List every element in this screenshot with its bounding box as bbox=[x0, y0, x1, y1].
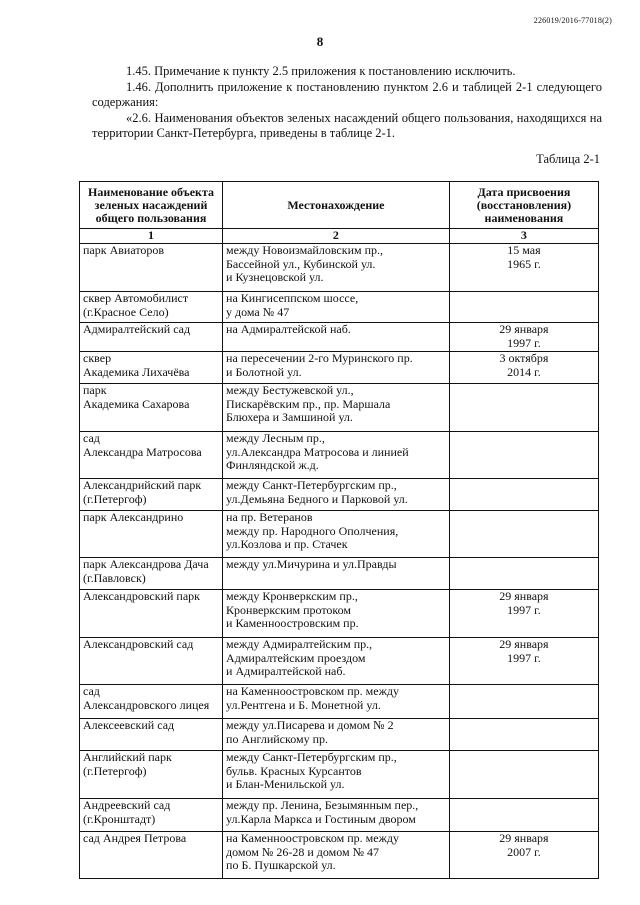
date-cell bbox=[449, 799, 598, 832]
object-name-cell bbox=[80, 751, 223, 799]
location-cell bbox=[223, 751, 450, 799]
cell-text-line: 29 января bbox=[499, 831, 549, 845]
cell-text-line: (г.Красное Село) bbox=[83, 304, 169, 319]
cell-text-line: между Санкт-Петербургским пр., bbox=[226, 478, 397, 492]
cell-text-line: 15 мая bbox=[507, 243, 541, 257]
green-spaces-table bbox=[79, 181, 599, 879]
cell-text-line: сад Андрея Петрова bbox=[83, 831, 187, 845]
table-row bbox=[80, 832, 599, 879]
location-cell bbox=[223, 352, 450, 384]
header-date: Дата присвоения (восстановления) наименования bbox=[449, 182, 598, 229]
table-row bbox=[80, 590, 599, 638]
table-row bbox=[80, 479, 599, 511]
cell-text-line: и Кузнецовской ул. bbox=[226, 270, 324, 284]
cell-text-line: Академика Лихачёва bbox=[83, 364, 190, 379]
table-row bbox=[80, 719, 599, 751]
date-cell bbox=[449, 558, 598, 590]
cell-text-line: сад bbox=[83, 684, 100, 698]
location-cell bbox=[223, 292, 450, 323]
cell-text-line: 29 января bbox=[499, 322, 549, 336]
cell-text-line: (г.Кронштадт) bbox=[83, 811, 156, 826]
cell-text-line: домом № 26-28 и домом № 47 bbox=[226, 844, 380, 859]
location-cell bbox=[223, 799, 450, 832]
cell-text-line: Андреевский сад bbox=[83, 798, 171, 812]
cell-text-line: на Адмиралтейской наб. bbox=[226, 322, 351, 336]
header-location: Местонахождение bbox=[223, 182, 450, 229]
column-number: 2 bbox=[223, 229, 450, 244]
cell-text-line: по Б. Пушкарской ул. bbox=[226, 858, 336, 872]
cell-text-line: Кронверкским протоком bbox=[226, 602, 352, 617]
date-cell bbox=[449, 719, 598, 751]
date-cell bbox=[449, 292, 598, 323]
location-cell bbox=[223, 558, 450, 590]
cell-text-line: ул.Александра Матросова и линией bbox=[226, 444, 409, 459]
cell-text-line: парк Александрино bbox=[83, 510, 184, 524]
column-number-row bbox=[80, 229, 599, 244]
document-id: 226019/2016-77018(2) bbox=[533, 16, 612, 25]
cell-text-line: 1965 г. bbox=[507, 256, 541, 271]
date-cell bbox=[449, 590, 598, 638]
table-row bbox=[80, 292, 599, 323]
location-cell bbox=[223, 244, 450, 292]
table-row bbox=[80, 685, 599, 719]
object-name-cell bbox=[80, 244, 223, 292]
cell-text-line: между пр. Народного Ополчения, bbox=[226, 523, 399, 538]
cell-text-line: 1997 г. bbox=[507, 602, 541, 617]
cell-text-line: 2007 г. bbox=[507, 844, 541, 859]
location-cell bbox=[223, 832, 450, 879]
header-name: Наименование объекта зеленых насаждений общего пользования bbox=[80, 182, 223, 229]
table-header-row bbox=[80, 182, 599, 229]
object-name-cell bbox=[80, 638, 223, 685]
cell-text-line: 3 октября bbox=[499, 351, 549, 365]
date-cell bbox=[449, 511, 598, 558]
location-cell bbox=[223, 432, 450, 479]
cell-text-line: парк Александрова Дача bbox=[83, 557, 209, 571]
cell-text-line: на пересечении 2-го Муринского пр. bbox=[226, 351, 413, 365]
cell-text-line: (г.Павловск) bbox=[83, 570, 146, 585]
paragraph-1-46: 1.46. Дополнить приложение к постановлению пунктом 2.6 и таблицей 2-1 следующего содержания: bbox=[92, 80, 602, 109]
object-name-cell bbox=[80, 292, 223, 323]
cell-text-line: между ул.Писарева и домом № 2 bbox=[226, 718, 394, 732]
date-cell bbox=[449, 685, 598, 719]
cell-text-line: (г.Петергоф) bbox=[83, 491, 147, 506]
cell-text-line: между Бестужевской ул., bbox=[226, 383, 354, 397]
cell-text-line: 1997 г. bbox=[507, 335, 541, 350]
cell-text-line: парк bbox=[83, 383, 107, 397]
cell-text-line: между Кронверкским пр., bbox=[226, 589, 358, 603]
cell-text-line: по Английскому пр. bbox=[226, 731, 329, 746]
object-name-cell bbox=[80, 511, 223, 558]
cell-text-line: 29 января bbox=[499, 637, 549, 651]
location-cell bbox=[223, 479, 450, 511]
table-row bbox=[80, 511, 599, 558]
cell-text-line: ул.Карла Маркса и Гостиным двором bbox=[226, 811, 416, 826]
date-cell bbox=[449, 432, 598, 479]
cell-text-line: 29 января bbox=[499, 589, 549, 603]
cell-text-line: Александровский парк bbox=[83, 589, 201, 603]
table-row bbox=[80, 432, 599, 479]
cell-text-line: бульв. Красных Курсантов bbox=[226, 763, 362, 778]
table-row bbox=[80, 352, 599, 384]
column-number: 1 bbox=[80, 229, 223, 244]
cell-text-line: на Кингисеппском шоссе, bbox=[226, 291, 359, 305]
location-cell bbox=[223, 323, 450, 352]
location-cell bbox=[223, 590, 450, 638]
location-cell bbox=[223, 685, 450, 719]
object-name-cell bbox=[80, 384, 223, 432]
object-name-cell bbox=[80, 799, 223, 832]
column-number: 3 bbox=[449, 229, 598, 244]
table-row bbox=[80, 799, 599, 832]
cell-text-line: между Лесным пр., bbox=[226, 431, 325, 445]
object-name-cell bbox=[80, 719, 223, 751]
cell-text-line: 1997 г. bbox=[507, 650, 541, 665]
cell-text-line: у дома № 47 bbox=[226, 304, 290, 319]
paragraph-2-6: «2.6. Наименования объектов зеленых насаждений общего пользования, находящихся на территории Санкт-Петербурга, приведены в таблице 2-1. bbox=[92, 111, 602, 140]
cell-text-line: сквер bbox=[83, 351, 112, 365]
cell-text-line: между Адмиралтейским пр., bbox=[226, 637, 373, 651]
location-cell bbox=[223, 719, 450, 751]
cell-text-line: (г.Петергоф) bbox=[83, 763, 147, 778]
table-row bbox=[80, 558, 599, 590]
object-name-cell bbox=[80, 479, 223, 511]
cell-text-line: Александрийский парк bbox=[83, 478, 202, 492]
cell-text-line: ул.Рентгена и Б. Монетной ул. bbox=[226, 697, 381, 712]
cell-text-line: сад bbox=[83, 431, 100, 445]
object-name-cell bbox=[80, 590, 223, 638]
page-number: 8 bbox=[316, 34, 324, 49]
cell-text-line: и Адмиралтейской наб. bbox=[226, 664, 346, 678]
cell-text-line: на пр. Ветеранов bbox=[226, 510, 313, 524]
cell-text-line: и Каменноостровским пр. bbox=[226, 616, 359, 630]
cell-text-line: между пр. Ленина, Безымянным пер., bbox=[226, 798, 419, 812]
cell-text-line: и Болотной ул. bbox=[226, 364, 302, 379]
table-row bbox=[80, 751, 599, 799]
date-cell bbox=[449, 638, 598, 685]
table-row bbox=[80, 638, 599, 685]
date-cell bbox=[449, 244, 598, 292]
cell-text-line: Александровского лицея bbox=[83, 697, 210, 712]
date-cell bbox=[449, 832, 598, 879]
cell-text-line: Алексеевский сад bbox=[83, 718, 175, 732]
date-cell bbox=[449, 479, 598, 511]
object-name-cell bbox=[80, 832, 223, 879]
cell-text-line: ул.Демьяна Бедного и Парковой ул. bbox=[226, 491, 408, 506]
cell-text-line: ул.Козлова и пр. Стачек bbox=[226, 537, 348, 551]
object-name-cell bbox=[80, 432, 223, 479]
date-cell bbox=[449, 751, 598, 799]
cell-text-line: Александра Матросова bbox=[83, 444, 202, 459]
table-row bbox=[80, 323, 599, 352]
cell-text-line: Академика Сахарова bbox=[83, 396, 190, 411]
cell-text-line: и Блан-Менильской ул. bbox=[226, 777, 345, 791]
location-cell bbox=[223, 638, 450, 685]
date-cell bbox=[449, 384, 598, 432]
paragraph-1-45: 1.45. Примечание к пункту 2.5 приложения к постановлению исключить. bbox=[126, 64, 516, 78]
location-cell bbox=[223, 384, 450, 432]
cell-text-line: 2014 г. bbox=[507, 364, 541, 379]
cell-text-line: Пискарёвским пр., пр. Маршала bbox=[226, 396, 391, 411]
cell-text-line: на Каменноостровском пр. между bbox=[226, 684, 399, 698]
location-cell bbox=[223, 511, 450, 558]
cell-text-line: Бассейной ул., Кубинской ул. bbox=[226, 256, 376, 271]
cell-text-line: сквер Автомобилист bbox=[83, 291, 189, 305]
cell-text-line: Финляндской ж.д. bbox=[226, 458, 319, 472]
cell-text-line: между ул.Мичурина и ул.Правды bbox=[226, 557, 397, 571]
cell-text-line: между Новоизмайловским пр., bbox=[226, 243, 384, 257]
cell-text-line: Адмиралтейским проездом bbox=[226, 650, 366, 665]
table-row bbox=[80, 244, 599, 292]
table-body bbox=[80, 244, 599, 879]
table-row bbox=[80, 384, 599, 432]
cell-text-line: Александровский сад bbox=[83, 637, 194, 651]
cell-text-line: Английский парк bbox=[83, 750, 172, 764]
object-name-cell bbox=[80, 558, 223, 590]
date-cell bbox=[449, 352, 598, 384]
cell-text-line: парк Авиаторов bbox=[83, 243, 165, 257]
date-cell bbox=[449, 323, 598, 352]
object-name-cell bbox=[80, 323, 223, 352]
cell-text-line: на Каменноостровском пр. между bbox=[226, 831, 399, 845]
cell-text-line: между Санкт-Петербургским пр., bbox=[226, 750, 397, 764]
table-label: Таблица 2-1 bbox=[536, 152, 600, 166]
cell-text-line: Блюхера и Замшиной ул. bbox=[226, 410, 353, 424]
object-name-cell bbox=[80, 352, 223, 384]
cell-text-line: Адмиралтейский сад bbox=[83, 322, 191, 336]
object-name-cell bbox=[80, 685, 223, 719]
